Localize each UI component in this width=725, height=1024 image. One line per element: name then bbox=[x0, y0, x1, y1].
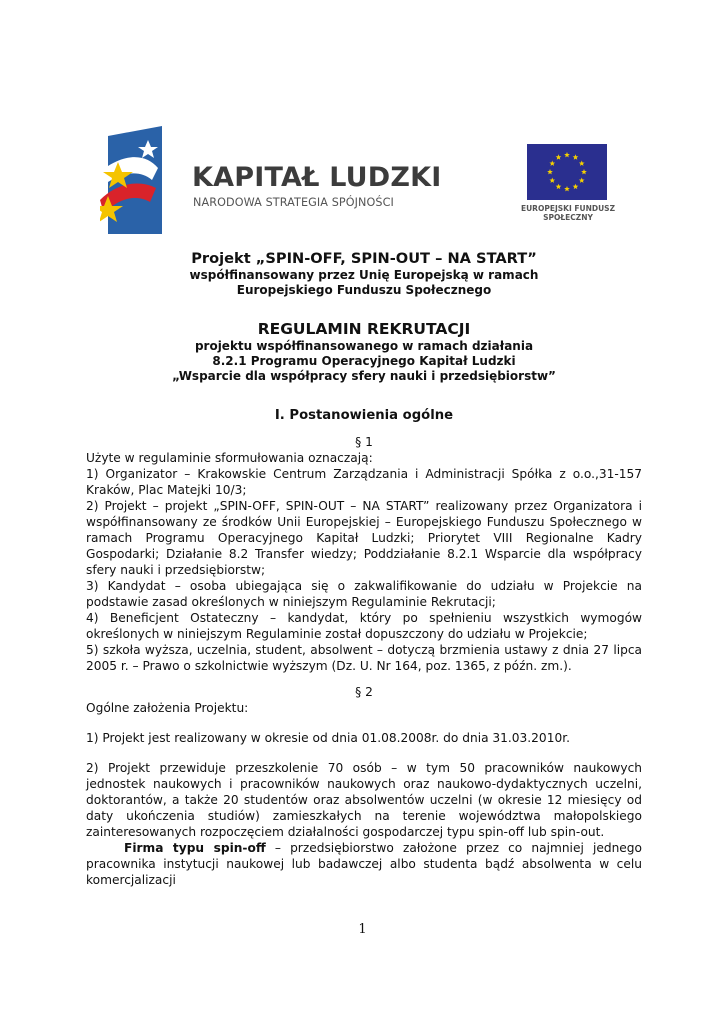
kapital-ludzki-title: KAPITAŁ LUDZKI bbox=[192, 162, 442, 193]
page-number: 1 bbox=[358, 922, 367, 937]
kapital-ludzki-logo bbox=[100, 122, 442, 237]
definition-item: 3) Kandydat – osoba ubiegająca się o zakwalifikowanie do udziału w Projekcie na podstawie zasad określonych w niniejszym Regulaminie Rekrutacji; bbox=[86, 579, 642, 609]
definition-item: 1) Organizator – Krakowskie Centrum Zarządzania i Administracji Spółka z o.o.,31-157 Kraków, Plac Matejki 10/3; bbox=[86, 467, 642, 497]
efs-caption-line1: EUROPEJSKI FUNDUSZ bbox=[520, 204, 616, 213]
eu-flag-icon bbox=[527, 144, 607, 200]
definition-item: 4) Beneficjent Ostateczny – kandydat, który po spełnieniu wszystkich wymogów określonych w niniejszym Regulaminie został dopuszczony do udziału w Projekcie; bbox=[86, 611, 642, 641]
efs-logo bbox=[512, 142, 624, 234]
efs-caption-line2: SPOŁECZNY bbox=[543, 213, 593, 222]
kapital-ludzki-subtitle: NARODOWA STRATEGIA SPÓJNOŚCI bbox=[193, 196, 394, 209]
spinoff-definition bbox=[86, 840, 642, 888]
cofinanced-line1: współfinansowany przez Unię Europejską w ramach bbox=[189, 268, 539, 282]
efs-caption bbox=[512, 204, 624, 222]
definitions-list bbox=[86, 466, 642, 674]
spinoff-term: Firma typu spin-off bbox=[124, 841, 266, 855]
logos-header bbox=[0, 0, 725, 245]
regulamin-title: REGULAMIN REKRUTACJI bbox=[257, 320, 471, 338]
definitions-intro: Użyte w regulaminie sformułowania oznaczają: bbox=[86, 451, 373, 465]
section-heading: I. Postanowienia ogólne bbox=[274, 408, 454, 423]
spinoff-text: – przedsiębiorstwo założone przez co najmniej jednego pracownika instytucji naukowej lub badawczej albo studenta bądź absolwenta w celu komercjalizacji bbox=[86, 841, 642, 887]
cofinanced-line2: Europejskiego Funduszu Społecznego bbox=[236, 283, 492, 297]
paragraph-symbol-1: § 1 bbox=[355, 435, 373, 449]
regulamin-line2: 8.2.1 Programu Operacyjnego Kapitał Ludzki bbox=[212, 354, 516, 368]
document-body bbox=[86, 250, 642, 888]
assumption-point-2: 2) Projekt przewiduje przeszkolenie 70 osób – w tym 50 pracowników naukowych jednostek naukowych i pracowników naukowych oraz naukowo-dydaktycznych uczelni, doktorantów, a także 20 studentów oraz absolwentów uczelni (w okresie 12 miesięcy od daty ukończenia studiów) zamieszkałych na terenie województwa małopolskiego zainteresowanych rozpoczęciem działalności gospodarczej typu spin-off lub spin-out. bbox=[86, 761, 642, 839]
assumption-point-1: 1) Projekt jest realizowany w okresie od dnia 01.08.2008r. do dnia 31.03.2010r. bbox=[86, 731, 570, 745]
definition-item: 5) szkoła wyższa, uczelnia, student, absolwent – dotyczą brzmienia ustawy z dnia 27 lipca 2005 r. – Prawo o szkolnictwie wyższym (Dz. U. Nr 164, poz. 1365, z późn. zm.). bbox=[86, 643, 642, 673]
paragraph-symbol-2: § 2 bbox=[355, 685, 373, 699]
definition-item: 2) Projekt – projekt „SPIN-OFF, SPIN-OUT – NA START” realizowany przez Organizatora i współfinansowany ze środków Unii Europejskiej – Europejskiego Funduszu Społecznego w ramach Programu Operacyjnego Kapitał Ludzki; Priorytet VIII Regionalne Kadry Gospodarki; Działanie 8.2 Transfer wiedzy; Poddziałanie 8.2.1 Wsparcie dla współpracy sfery nauki i przedsiębiorstw; bbox=[86, 499, 642, 577]
assumptions-intro: Ogólne założenia Projektu: bbox=[86, 701, 249, 715]
regulamin-line1: projektu współfinansowanego w ramach działania bbox=[194, 339, 534, 353]
kapital-ludzki-emblem bbox=[100, 122, 170, 237]
regulamin-line3: „Wsparcie dla współpracy sfery nauki i przedsiębiorstw” bbox=[172, 369, 556, 383]
project-title: Projekt „SPIN-OFF, SPIN-OUT – NA START” bbox=[191, 250, 537, 267]
